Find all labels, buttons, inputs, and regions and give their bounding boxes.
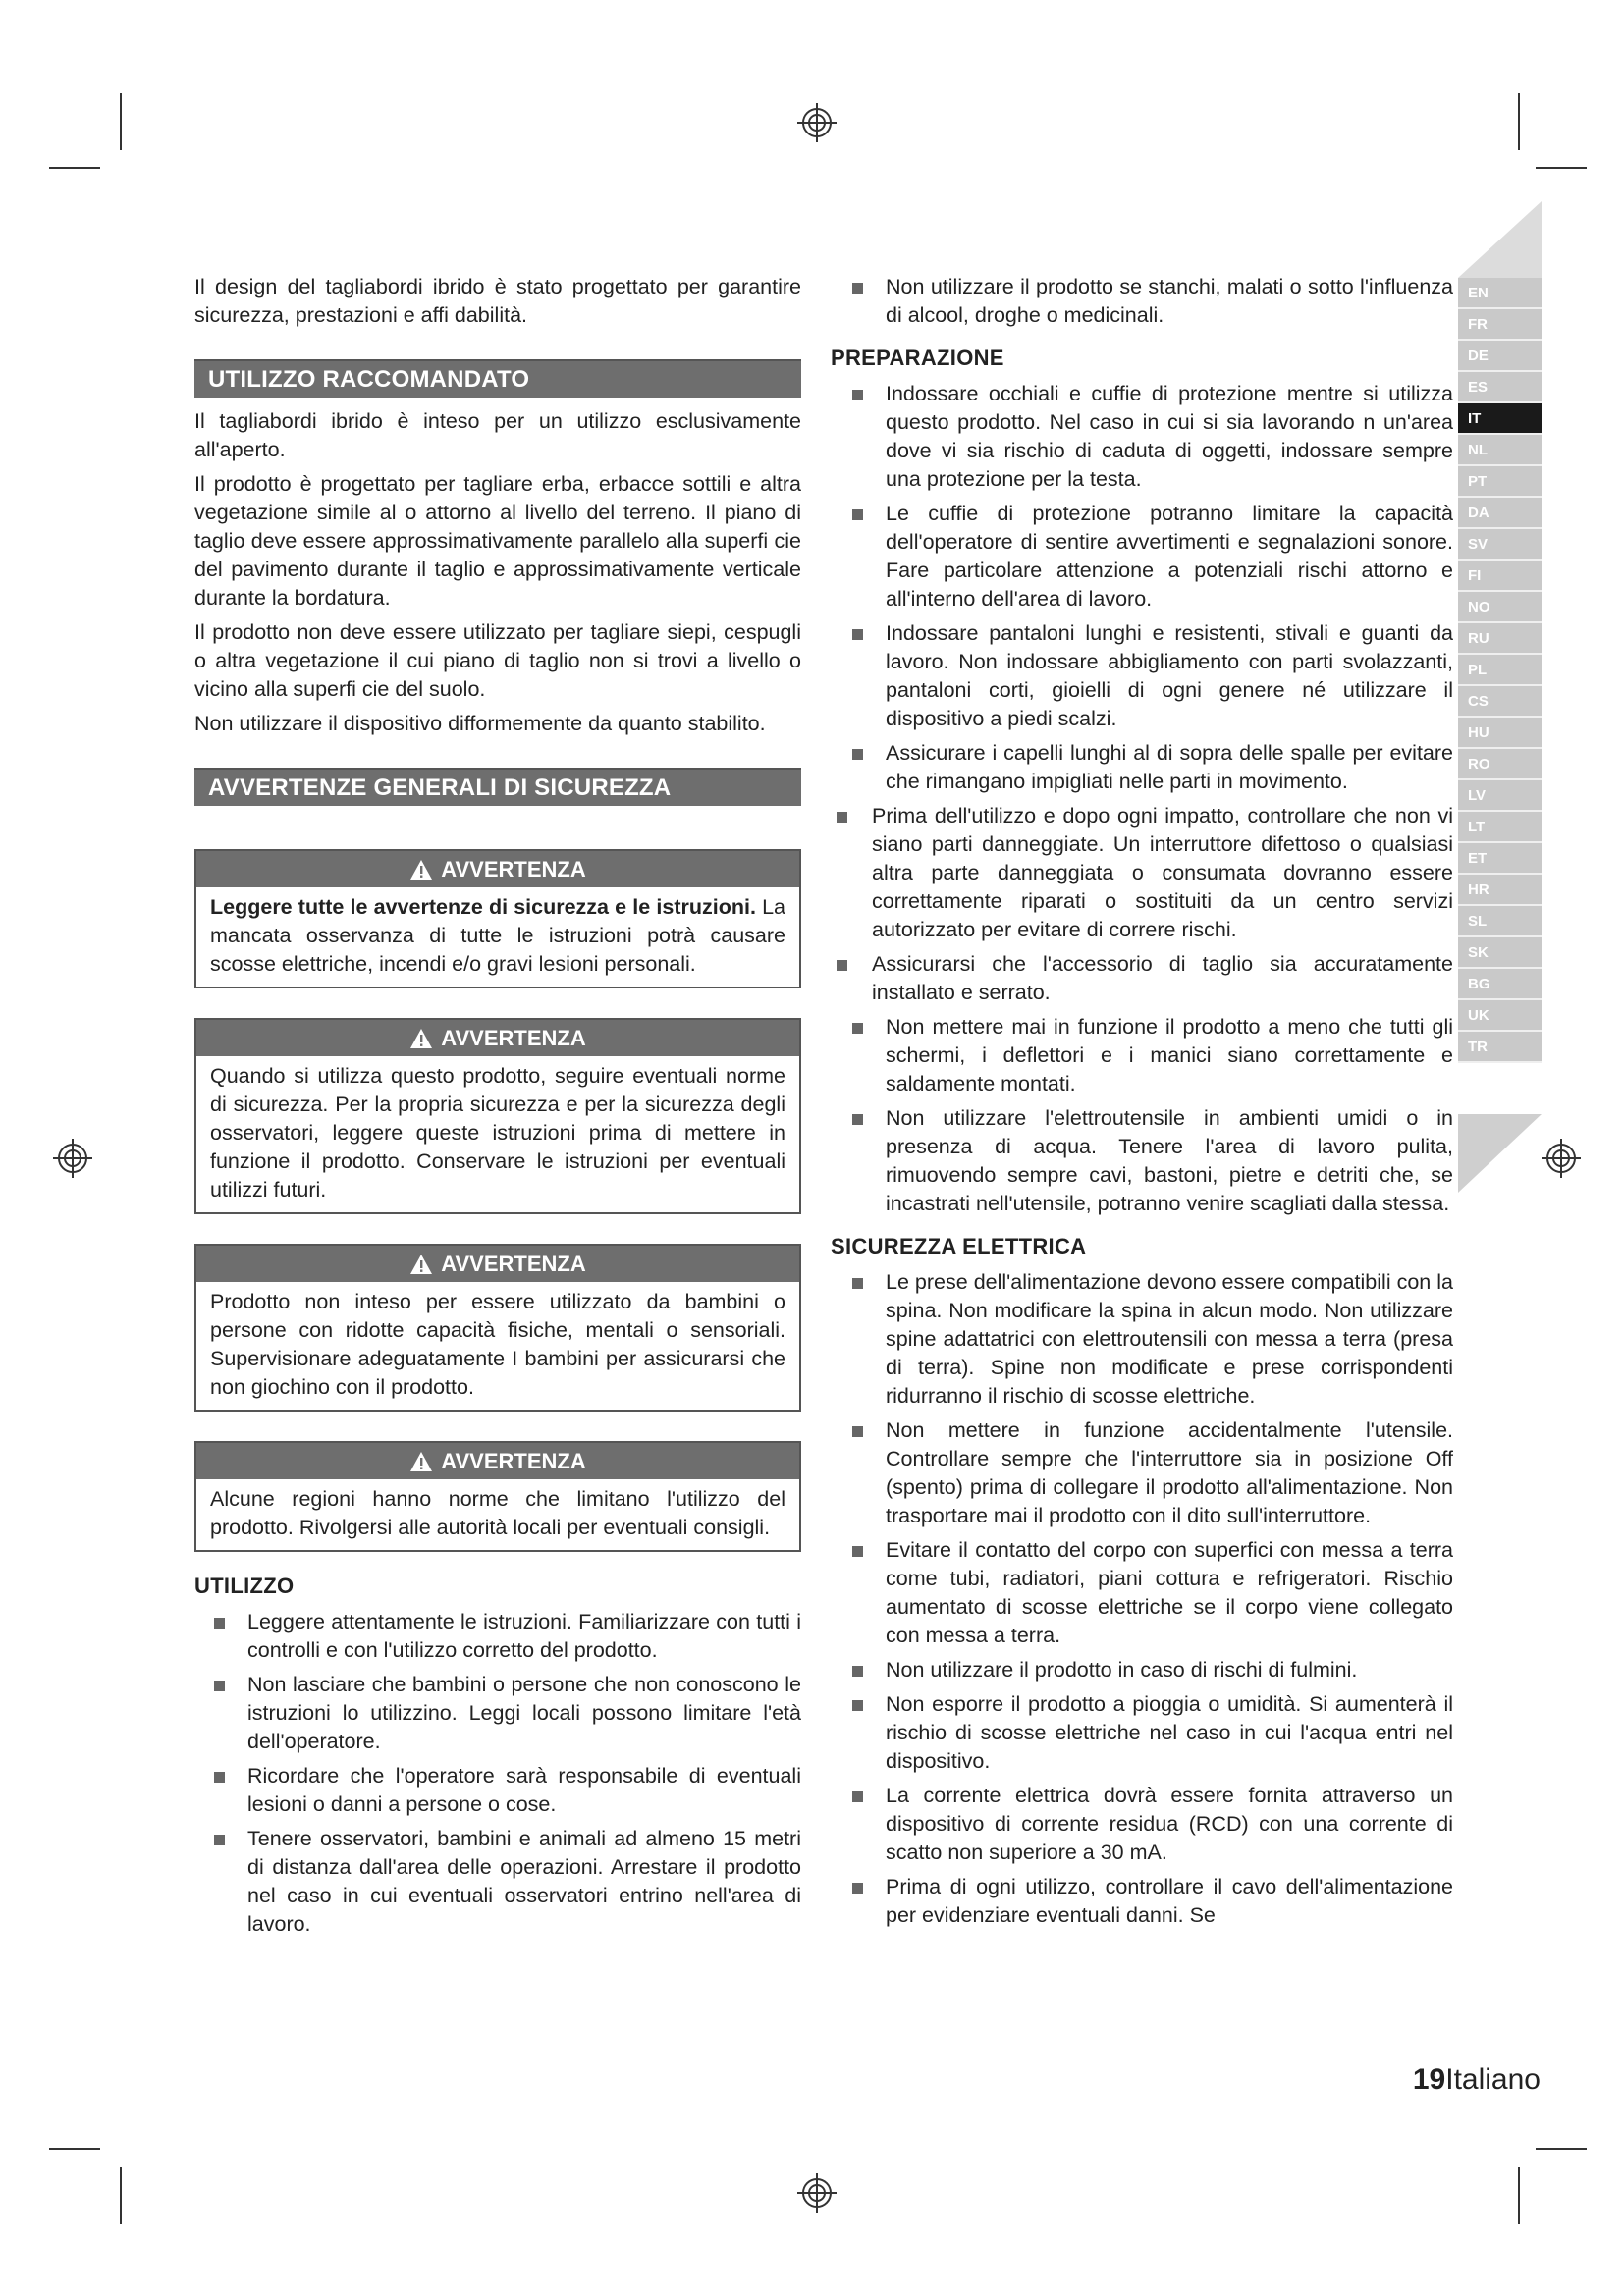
language-tab-lt[interactable]: LT — [1458, 812, 1542, 843]
language-tab-cs[interactable]: CS — [1458, 686, 1542, 718]
right-column — [833, 273, 1453, 1936]
crop-mark — [120, 93, 122, 150]
warning-label: AVVERTENZA — [441, 1449, 586, 1473]
warning-label: AVVERTENZA — [441, 857, 586, 881]
warning-text: Quando si utilizza questo prodotto, seguire eventuali norme di sicurezza. Per la propria sicurezza e per la sicurezza degli osservatori, leggere queste istruzioni prima di mettere in funzione il prodotto. Conservare le istruzioni per eventuali utilizzi futuri. — [210, 1064, 785, 1201]
list-item: Non mettere in funzione accidentalmente l'utensile. Controllare sempre che l'interruttore sia in posizione Off (spento) prima di collegare il prodotto all'alimentazione. Non trasportare mai il prodotto con il dito sull'interruttore. — [833, 1416, 1453, 1530]
footer-language: Italiano — [1445, 2063, 1541, 2096]
language-tab-es[interactable]: ES — [1458, 372, 1542, 403]
subsection-header-preparation: PREPARAZIONE — [831, 346, 1004, 370]
language-tab-pl[interactable]: PL — [1458, 655, 1542, 686]
list-item: Prima dell'utilizzo e dopo ogni impatto, controllare che non vi siano parti danneggiate. Un interruttore difettoso o qualsiasi altra parte danneggiata o consumata dovranno essere correttamente riparati o sostituiti da un centro servizi autorizzato per evitare di correre rischi. — [833, 802, 1453, 944]
crop-mark — [1536, 167, 1587, 169]
crop-mark — [120, 2167, 122, 2224]
warning-text: Alcune regioni hanno norme che limitano l'utilizzo del prodotto. Rivolgersi alle autorità locali per eventuali consigli. — [210, 1487, 785, 1539]
language-tab-no[interactable]: NO — [1458, 592, 1542, 623]
intro-paragraph: Il design del tagliabordi ibrido è stato progettato per garantire sicurezza, prestazioni e affi dabilità. — [194, 275, 801, 327]
paragraph: Il tagliabordi ibrido è inteso per un utilizzo esclusivamente all'aperto. — [194, 409, 801, 461]
list-item: Non mettere mai in funzione il prodotto a meno che tutti gli schermi, i deflettori e i manici siano correttamente e saldamente montati. — [833, 1013, 1453, 1098]
crop-mark — [1518, 93, 1520, 150]
warning-body-text: La mancata osservanza di tutte le istruzioni potrà causare scosse elettriche, incendi e/o gravi lesioni personali. — [210, 895, 785, 976]
language-tab-sl[interactable]: SL — [1458, 906, 1542, 937]
language-tab-lv[interactable]: LV — [1458, 780, 1542, 812]
warning-box — [194, 1244, 801, 1412]
warning-header — [196, 851, 799, 887]
language-tab-de[interactable]: DE — [1458, 341, 1542, 372]
crop-mark — [1536, 2148, 1587, 2150]
list-item: Le prese dell'alimentazione devono essere compatibili con la spina. Non modificare la spina in alcun modo. Non utilizzare spine adattatrici con elettroutensili con messa a terra (presa di terra). Spine non modificate e prese corrispondenti ridurranno il rischio di scosse elettriche. — [833, 1268, 1453, 1411]
list-item: Evitare il contatto del corpo con superfici con messa a terra come tubi, radiatori, piani cottura e refrigeratori. Rischio aumentato di scosse elettriche se il corpo viene collegato con messa a terra. — [833, 1536, 1453, 1650]
section-header-general-safety: AVVERTENZE GENERALI DI SICUREZZA — [194, 768, 801, 806]
warning-box — [194, 1018, 801, 1214]
warning-header — [196, 1443, 799, 1479]
language-tab-ru[interactable]: RU — [1458, 623, 1542, 655]
language-tab-top — [1458, 201, 1542, 278]
list-item: Non esporre il prodotto a pioggia o umidità. Si aumenterà il rischio di scosse elettriche nel caso in cui l'acqua entri nel dispositivo. — [833, 1690, 1453, 1776]
language-tab-it[interactable]: IT — [1458, 403, 1542, 435]
paragraph: Il prodotto non deve essere utilizzato per tagliare siepi, cespugli o altra vegetazione il cui piano di taglio non si trovi a livello o vicino alla superfi cie del suolo. — [194, 620, 801, 701]
warning-triangle-icon — [409, 859, 433, 881]
paragraph: Il prodotto è progettato per tagliare erba, erbacce sottili e altra vegetazione simile al o attorno al livello del terreno. Il piano di taglio deve essere approssimativamente parallelo alla superfi cie del pavimento durante il taglio e approssimativamente verticale durante la bordatura. — [194, 472, 801, 610]
list-item: Indossare pantaloni lunghi e resistenti, stivali e guanti da lavoro. Non indossare abbigliamento con parti svolazzanti, pantaloni corti, gioielli di ogni genere né utilizzare il dispositivo a piedi scalzi. — [833, 619, 1453, 733]
language-tab-da[interactable]: DA — [1458, 498, 1542, 529]
preparation-list — [833, 380, 1453, 796]
list-item: Le cuffie di protezione potranno limitare la capacità dell'operatore di sentire avvertimenti e segnalazioni sonore. Fare particolare attenzione a potenziali rischi attorno e all'interno dell'area di lavoro. — [833, 500, 1453, 614]
list-item: Leggere attentamente le istruzioni. Familiarizzare con tutti i controlli e con l'utilizzo corretto del prodotto. — [194, 1608, 801, 1665]
language-tab-hr[interactable]: HR — [1458, 875, 1542, 906]
list-item: Indossare occhiali e cuffie di protezione mentre si utilizza questo prodotto. Nel caso in cui si sia lavorando n un'area dove vi sia rischio di caduta di oggetti, indossare sempre una protezione per la testa. — [833, 380, 1453, 494]
warning-box — [194, 849, 801, 988]
warning-triangle-icon — [409, 1028, 433, 1049]
crop-mark — [1518, 2167, 1520, 2224]
list-item: Assicurarsi che l'accessorio di taglio sia accuratamente installato e serrato. — [833, 950, 1453, 1007]
continued-list — [833, 273, 1453, 330]
language-tab-sk[interactable]: SK — [1458, 937, 1542, 969]
crop-mark — [49, 2148, 100, 2150]
language-tab-ro[interactable]: RO — [1458, 749, 1542, 780]
language-tab-sv[interactable]: SV — [1458, 529, 1542, 561]
list-item: Non utilizzare il prodotto se stanchi, malati o sotto l'influenza di alcool, droghe o medicinali. — [833, 273, 1453, 330]
subsection-header-usage: UTILIZZO — [194, 1574, 295, 1598]
list-item: Assicurare i capelli lunghi al di sopra delle spalle per evitare che rimangano impigliati nelle parti in movimento. — [833, 739, 1453, 796]
warning-triangle-icon — [409, 1254, 433, 1275]
language-tab-en[interactable]: EN — [1458, 278, 1542, 309]
registration-mark-icon — [1540, 1137, 1583, 1180]
warning-box — [194, 1441, 801, 1552]
registration-mark-icon — [795, 2171, 839, 2215]
warning-label: AVVERTENZA — [441, 1026, 586, 1050]
language-tab-et[interactable]: ET — [1458, 843, 1542, 875]
registration-mark-icon — [795, 101, 839, 144]
warning-triangle-icon — [409, 1451, 433, 1472]
list-item: Non utilizzare il prodotto in caso di rischi di fulmini. — [833, 1656, 1453, 1684]
list-item: Non utilizzare l'elettroutensile in ambienti umidi o in presenza di acqua. Tenere l'area di lavoro pulita, rimuovendo sempre cavi, bastoni, pietre e detriti che, se incastrati nell'utensile, potranno venire scagliati dalla stessa. — [833, 1104, 1453, 1218]
language-tab-bottom — [1458, 1114, 1542, 1193]
language-tab-bg[interactable]: BG — [1458, 969, 1542, 1000]
language-tab-fr[interactable]: FR — [1458, 309, 1542, 341]
warning-bold-text: Leggere tutte le avvertenze di sicurezza e le istruzioni. — [210, 895, 756, 919]
warning-text — [196, 887, 799, 987]
warning-text: Prodotto non inteso per essere utilizzato da bambini o persone con ridotte capacità fisiche, mentali o sensoriali. Supervisionare adeguatamente I bambini per assicurarsi che non giochino con il prodotto. — [210, 1290, 785, 1399]
page-footer — [1413, 2063, 1541, 2097]
preparation-list-continued — [833, 1013, 1453, 1218]
list-item: Prima di ogni utilizzo, controllare il cavo dell'alimentazione per evidenziare eventuali danni. Se — [833, 1873, 1453, 1930]
language-tab-fi[interactable]: FI — [1458, 561, 1542, 592]
warning-header — [196, 1246, 799, 1282]
language-tab-uk[interactable]: UK — [1458, 1000, 1542, 1032]
crop-mark — [49, 167, 100, 169]
list-item: Non lasciare che bambini o persone che non conoscono le istruzioni lo utilizzino. Leggi locali possono limitare l'età dell'operatore. — [194, 1671, 801, 1756]
registration-mark-icon — [51, 1137, 94, 1180]
language-tab-strip — [1458, 278, 1542, 1063]
list-item: Ricordare che l'operatore sarà responsabile di eventuali lesioni o danni a persone o cose. — [194, 1762, 801, 1819]
preparation-list-outdent — [833, 802, 1453, 1007]
electrical-list — [833, 1268, 1453, 1930]
language-tab-nl[interactable]: NL — [1458, 435, 1542, 466]
page-number: 19 — [1412, 2063, 1446, 2096]
list-item: Tenere osservatori, bambini e animali ad almeno 15 metri di distanza dall'area delle operazioni. Arrestare il prodotto nel caso in cui eventuali osservatori entrino nell'area di lavoro. — [194, 1825, 801, 1939]
section-header-recommended: UTILIZZO RACCOMANDATO — [194, 359, 801, 398]
subsection-header-electrical: SICUREZZA ELETTRICA — [831, 1234, 1087, 1258]
warning-label: AVVERTENZA — [441, 1252, 586, 1276]
left-column — [194, 273, 801, 1945]
list-item: La corrente elettrica dovrà essere fornita attraverso un dispositivo di corrente residua (RCD) con una corrente di scatto non superiore a 30 mA. — [833, 1782, 1453, 1867]
language-tab-tr[interactable]: TR — [1458, 1032, 1542, 1063]
paragraph: Non utilizzare il dispositivo difformemente da quanto stabilito. — [194, 712, 766, 735]
usage-list — [194, 1608, 801, 1939]
language-tab-hu[interactable]: HU — [1458, 718, 1542, 749]
warning-header — [196, 1020, 799, 1056]
language-tab-pt[interactable]: PT — [1458, 466, 1542, 498]
